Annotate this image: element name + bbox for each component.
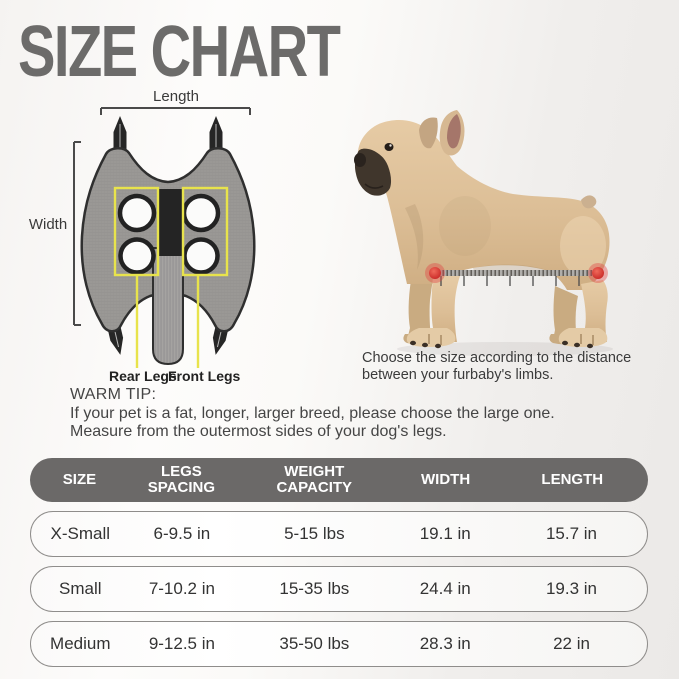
leg-hole: [184, 196, 218, 230]
cell-legs-spacing: 9-12.5 in: [148, 634, 215, 653]
harness-center-strip: [157, 189, 183, 256]
width-label: Width: [28, 216, 68, 233]
warm-tip-heading: WARM TIP:: [70, 386, 157, 403]
dog-nose: [354, 153, 366, 167]
dog-photo: [345, 108, 660, 358]
warm-tip-line1: If your pet is a fat, longer, larger breed, please choose the large one.: [70, 404, 555, 422]
page-title: SIZE CHART: [18, 12, 340, 92]
red-marker-left-core: [429, 267, 441, 279]
cell-weight-capacity: 35-50 lbs: [279, 634, 350, 653]
size-table-header: [30, 458, 648, 502]
table-row-medium: [30, 621, 648, 667]
col-header-size: SIZE: [62, 470, 97, 488]
cell-width: 24.4 in: [419, 579, 471, 598]
cell-length: 22 in: [553, 634, 590, 653]
cell-legs-spacing: 7-10.2 in: [148, 579, 215, 598]
red-marker-right-core: [592, 267, 604, 279]
front-legs-label: Front Legs: [168, 368, 241, 384]
leg-hole: [120, 196, 154, 230]
measure-note-line2: between your furbaby's limbs.: [362, 367, 554, 384]
measure-note: [362, 350, 631, 385]
harness-diagram: [20, 88, 300, 390]
col-header-legs-spacing: LEGS SPACING: [147, 462, 215, 496]
cell-length: 15.7 in: [545, 524, 598, 543]
cell-size: Medium: [50, 634, 111, 653]
col-header-length: LENGTH: [541, 470, 604, 488]
cell-weight-capacity: 15-35 lbs: [279, 579, 350, 598]
cell-length: 19.3 in: [545, 579, 598, 598]
cell-legs-spacing: 6-9.5 in: [153, 524, 211, 543]
col-header-weight-capacity: WEIGHT CAPACITY: [276, 462, 353, 496]
cell-size: X-Small: [50, 524, 111, 543]
cell-size: Small: [59, 579, 102, 598]
dog-eye: [385, 143, 394, 151]
size-table: [30, 458, 648, 676]
table-row-xsmall: [30, 511, 648, 557]
col-header-width: WIDTH: [421, 470, 471, 488]
leg-hole: [185, 240, 218, 273]
cell-width: 19.1 in: [419, 524, 471, 543]
measure-note-line1: Choose the size according to the distance: [362, 350, 632, 366]
warm-tip: [70, 386, 555, 442]
warm-tip-line2: Measure from the outermost sides of your dog's legs.: [70, 423, 447, 441]
cell-width: 28.3 in: [419, 634, 471, 653]
length-label: Length: [153, 88, 199, 105]
rear-legs-label: Rear Legs: [109, 368, 177, 384]
width-bracket: [74, 142, 81, 325]
table-row-small: [30, 566, 648, 612]
dog-eye-glint: [389, 144, 391, 146]
leg-hole: [121, 240, 154, 273]
length-bracket: [101, 108, 250, 115]
cell-weight-capacity: 5-15 lbs: [284, 524, 345, 543]
